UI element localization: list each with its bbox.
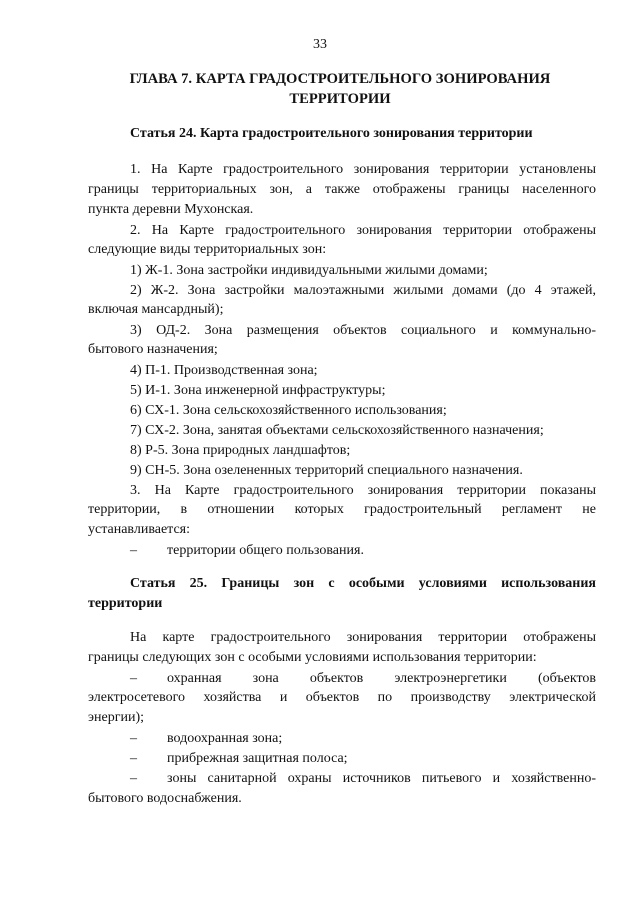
list-dash: – xyxy=(130,771,137,786)
zone-item-6: 6) СХ-1. Зона сельскохозяйственного использования; xyxy=(130,403,447,418)
paragraph-1-line-3: пункта деревни Мухонская. xyxy=(88,202,254,217)
zone-item-4: 4) П-1. Производственная зона; xyxy=(130,363,318,378)
zone-item-3-line-2: бытового назначения; xyxy=(88,342,218,357)
paragraph-3-item: территории общего пользования. xyxy=(167,543,364,558)
zone-item-3-line-1: 3) ОД-2. Зона размещения объектов социального и коммунально- xyxy=(130,323,596,338)
article-25-intro-line-1: На карте градостроительного зонирования территории отображены xyxy=(130,630,596,645)
paragraph-2-line-1: 2. На Карте градостроительного зонирования территории отображены xyxy=(130,223,596,238)
zone-item-7: 7) СХ-2. Зона, занятая объектами сельскохозяйственного назначения; xyxy=(130,423,544,438)
page-number: 33 xyxy=(313,37,327,52)
zone-item-2-line-1: 2) Ж-2. Зона застройки малоэтажными жилыми домами (до 4 этажей, xyxy=(130,283,596,298)
zone-item-1: 1) Ж-1. Зона застройки индивидуальными жилыми домами; xyxy=(130,263,488,278)
paragraph-3-line-1: 3. На Карте градостроительного зонирования территории показаны xyxy=(130,483,596,498)
article-24-heading: Статья 24. Карта градостроительного зонирования территории xyxy=(130,126,533,141)
zone-item-8: 8) Р-5. Зона природных ландшафтов; xyxy=(130,443,351,458)
zone-restriction-item-3: прибрежная защитная полоса; xyxy=(167,751,348,766)
list-dash: – xyxy=(130,671,137,686)
zone-restriction-item-1-line-2: электросетевого хозяйства и объектов по производству электрической xyxy=(88,690,596,705)
chapter-title-line-2: ТЕРРИТОРИИ xyxy=(289,91,391,107)
chapter-title xyxy=(80,69,600,109)
paragraph-3-line-2: территории, в отношении которых градостроительный регламент не xyxy=(88,502,596,517)
list-dash: – xyxy=(130,543,137,558)
zone-restriction-item-2: водоохранная зона; xyxy=(167,731,283,746)
paragraph-1-line-1: 1. На Карте градостроительного зонирования территории установлены xyxy=(130,162,596,177)
zone-item-9: 9) СН-5. Зона озелененных территорий специального назначения. xyxy=(130,463,523,478)
zone-restriction-item-4-line-2: бытового водоснабжения. xyxy=(88,791,242,806)
chapter-title-line-1: ГЛАВА 7. КАРТА ГРАДОСТРОИТЕЛЬНОГО ЗОНИРОВАНИЯ xyxy=(129,71,551,87)
paragraph-2-line-2: следующие виды территориальных зон: xyxy=(88,242,327,257)
zone-item-2-line-2: включая мансардный); xyxy=(88,302,224,317)
list-dash: – xyxy=(130,731,137,746)
paragraph-3-line-3: устанавливается: xyxy=(88,522,191,537)
article-25-heading-line-1: Статья 25. Границы зон с особыми условиями использования xyxy=(130,576,596,591)
paragraph-1-line-2: границы территориальных зон, а также отображены границы населенного xyxy=(88,182,596,197)
zone-restriction-item-1-line-3: энергии); xyxy=(88,710,144,725)
list-dash: – xyxy=(130,751,137,766)
article-25-intro-line-2: границы следующих зон с особыми условиями использования территории: xyxy=(88,650,537,665)
zone-item-5: 5) И-1. Зона инженерной инфраструктуры; xyxy=(130,383,386,398)
zone-restriction-item-4-line-1: зоны санитарной охраны источников питьевого и хозяйственно- xyxy=(167,771,596,786)
zone-restriction-item-1-line-1: охранная зона объектов электроэнергетики (объектов xyxy=(167,671,596,686)
article-25-heading-line-2: территории xyxy=(88,596,163,611)
